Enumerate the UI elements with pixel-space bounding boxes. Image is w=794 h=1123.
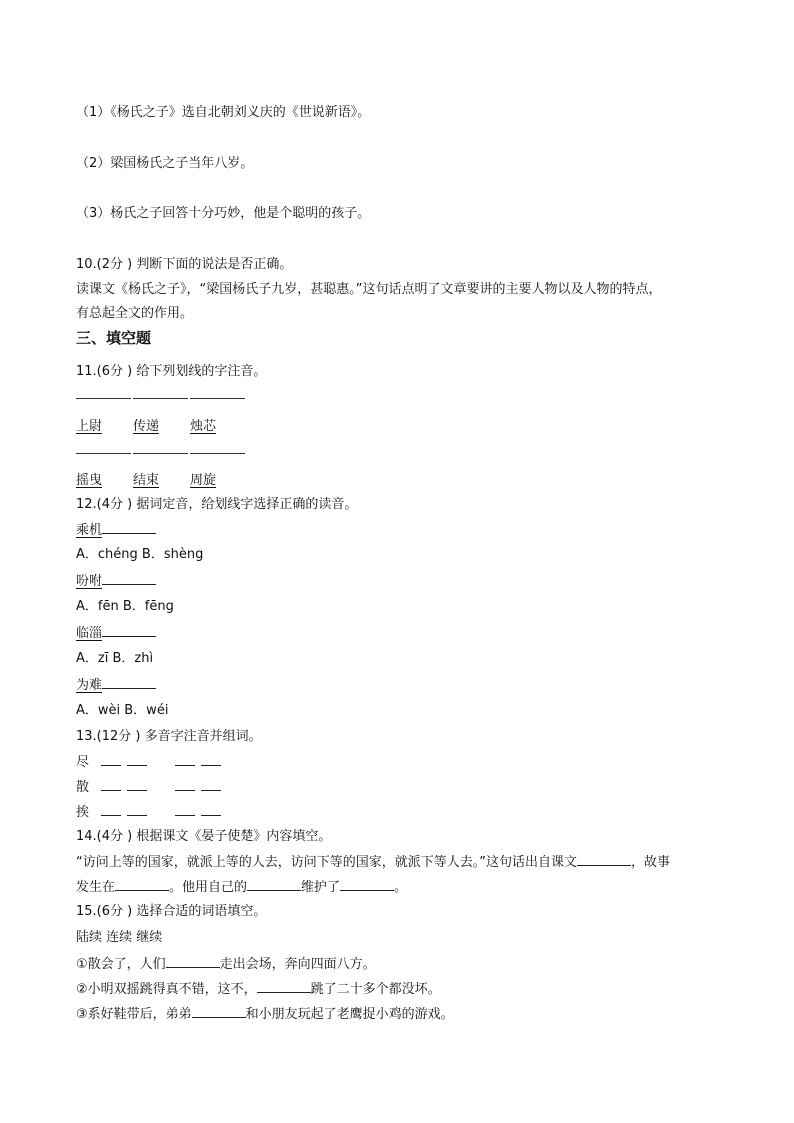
word-row-1 (76, 415, 247, 434)
underlined-word: 烛芯 (190, 419, 217, 434)
statement-3: （3）杨氏之子回答十分巧妙，他是个聪明的孩子。 (76, 206, 371, 221)
q12-word-2: 吩咐 (76, 572, 156, 591)
answer-blank[interactable] (577, 853, 631, 866)
question-14-line1: “访问上等的国家，就派上等的人去，访问下等的国家，就派下等人去。”这句话出自课文 ，故事 (76, 855, 670, 870)
answer-blank[interactable] (340, 878, 394, 891)
answer-blank[interactable] (247, 878, 301, 891)
answer-blank[interactable] (175, 753, 195, 766)
q12-word-3: 临淄 (76, 624, 156, 643)
underlined-word: 结束 (133, 473, 160, 488)
answer-blank[interactable] (127, 803, 147, 816)
question-10-text-line1: 读课文《杨氏之子》，“梁国杨氏子九岁，甚聪惠。”这句话点明了文章要讲的主要人物以及人物的特点， (76, 282, 662, 297)
question-10-title: 10.(2分 ) 判断下面的说法是否正确。 (76, 257, 293, 272)
answer-line[interactable] (76, 453, 131, 454)
statement-1: （1）《杨氏之子》选自北朝刘义庆的《世说新语》。 (76, 105, 371, 120)
question-14-line2: 发生在 。他用自己的 维护了 。 (76, 880, 408, 895)
answer-blank[interactable] (192, 1005, 246, 1018)
question-15-options: 陆续 连续 继续 (76, 930, 163, 945)
q12-options-1: A．chéng B．shèng (76, 547, 204, 562)
answer-blank[interactable] (201, 778, 221, 791)
answer-blank[interactable] (257, 980, 311, 993)
question-15-title: 15.(6分 ) 选择合适的词语填空。 (76, 904, 267, 919)
question-15-item-3: ③系好鞋带后，弟弟 和小朋友玩起了老鹰捉小鸡的游戏。 (76, 1007, 454, 1022)
q12-word-1: 乘机 (76, 521, 156, 540)
answer-blank[interactable] (102, 624, 156, 637)
answer-blank[interactable] (175, 778, 195, 791)
underlined-word: 上尉 (76, 419, 103, 434)
question-15-item-1: ①散会了，人们 走出会场，奔向四面八方。 (76, 957, 376, 972)
answer-blank[interactable] (127, 753, 147, 766)
question-12-title: 12.(4分 ) 据词定音，给划线字选择正确的读音。 (76, 497, 358, 512)
answer-line[interactable] (190, 453, 245, 454)
answer-blank[interactable] (101, 778, 121, 791)
word-row-2 (76, 469, 247, 488)
statement-2: （2）梁国杨氏之子当年八岁。 (76, 156, 254, 171)
answer-lines-row1 (76, 398, 247, 399)
question-14-title: 14.(4分 ) 根据课文《晏子使楚》内容填空。 (76, 829, 332, 844)
answer-blank[interactable] (101, 753, 121, 766)
answer-blank[interactable] (102, 676, 156, 689)
answer-lines-row2 (76, 453, 247, 454)
answer-blank[interactable] (102, 521, 156, 534)
answer-line[interactable] (76, 398, 131, 399)
q12-options-3: A．zī B．zhì (76, 651, 154, 666)
q12-word-4: 为难 (76, 676, 156, 695)
polyphone-row-2: 散 (76, 778, 224, 797)
question-11-title: 11.(6分 ) 给下列划线的字注音。 (76, 364, 267, 379)
answer-blank[interactable] (201, 803, 221, 816)
q12-options-2: A．fēn B．fēng (76, 599, 174, 614)
answer-blank[interactable] (127, 778, 147, 791)
underlined-word: 摇曳 (76, 473, 103, 488)
answer-line[interactable] (190, 398, 245, 399)
answer-line[interactable] (133, 453, 188, 454)
underlined-word: 传递 (133, 419, 160, 434)
question-13-title: 13.(12分 ) 多音字注音并组词。 (76, 729, 262, 744)
answer-line[interactable] (133, 398, 188, 399)
answer-blank[interactable] (101, 803, 121, 816)
polyphone-row-1: 尽 (76, 753, 224, 772)
answer-blank[interactable] (115, 878, 169, 891)
question-15-item-2: ②小明双摇跳得真不错，这不， 跳了二十多个都没坏。 (76, 982, 441, 997)
polyphone-row-3: 挨 (76, 803, 224, 822)
q12-options-4: A．wèi B．wéi (76, 703, 169, 718)
answer-blank[interactable] (201, 753, 221, 766)
answer-blank[interactable] (175, 803, 195, 816)
question-10-text-line2: 有总起全文的作用。 (76, 306, 194, 321)
answer-blank[interactable] (102, 572, 156, 585)
section-heading-fill-in: 三、填空题 (76, 329, 152, 347)
answer-blank[interactable] (166, 955, 220, 968)
underlined-word: 周旋 (190, 473, 217, 488)
